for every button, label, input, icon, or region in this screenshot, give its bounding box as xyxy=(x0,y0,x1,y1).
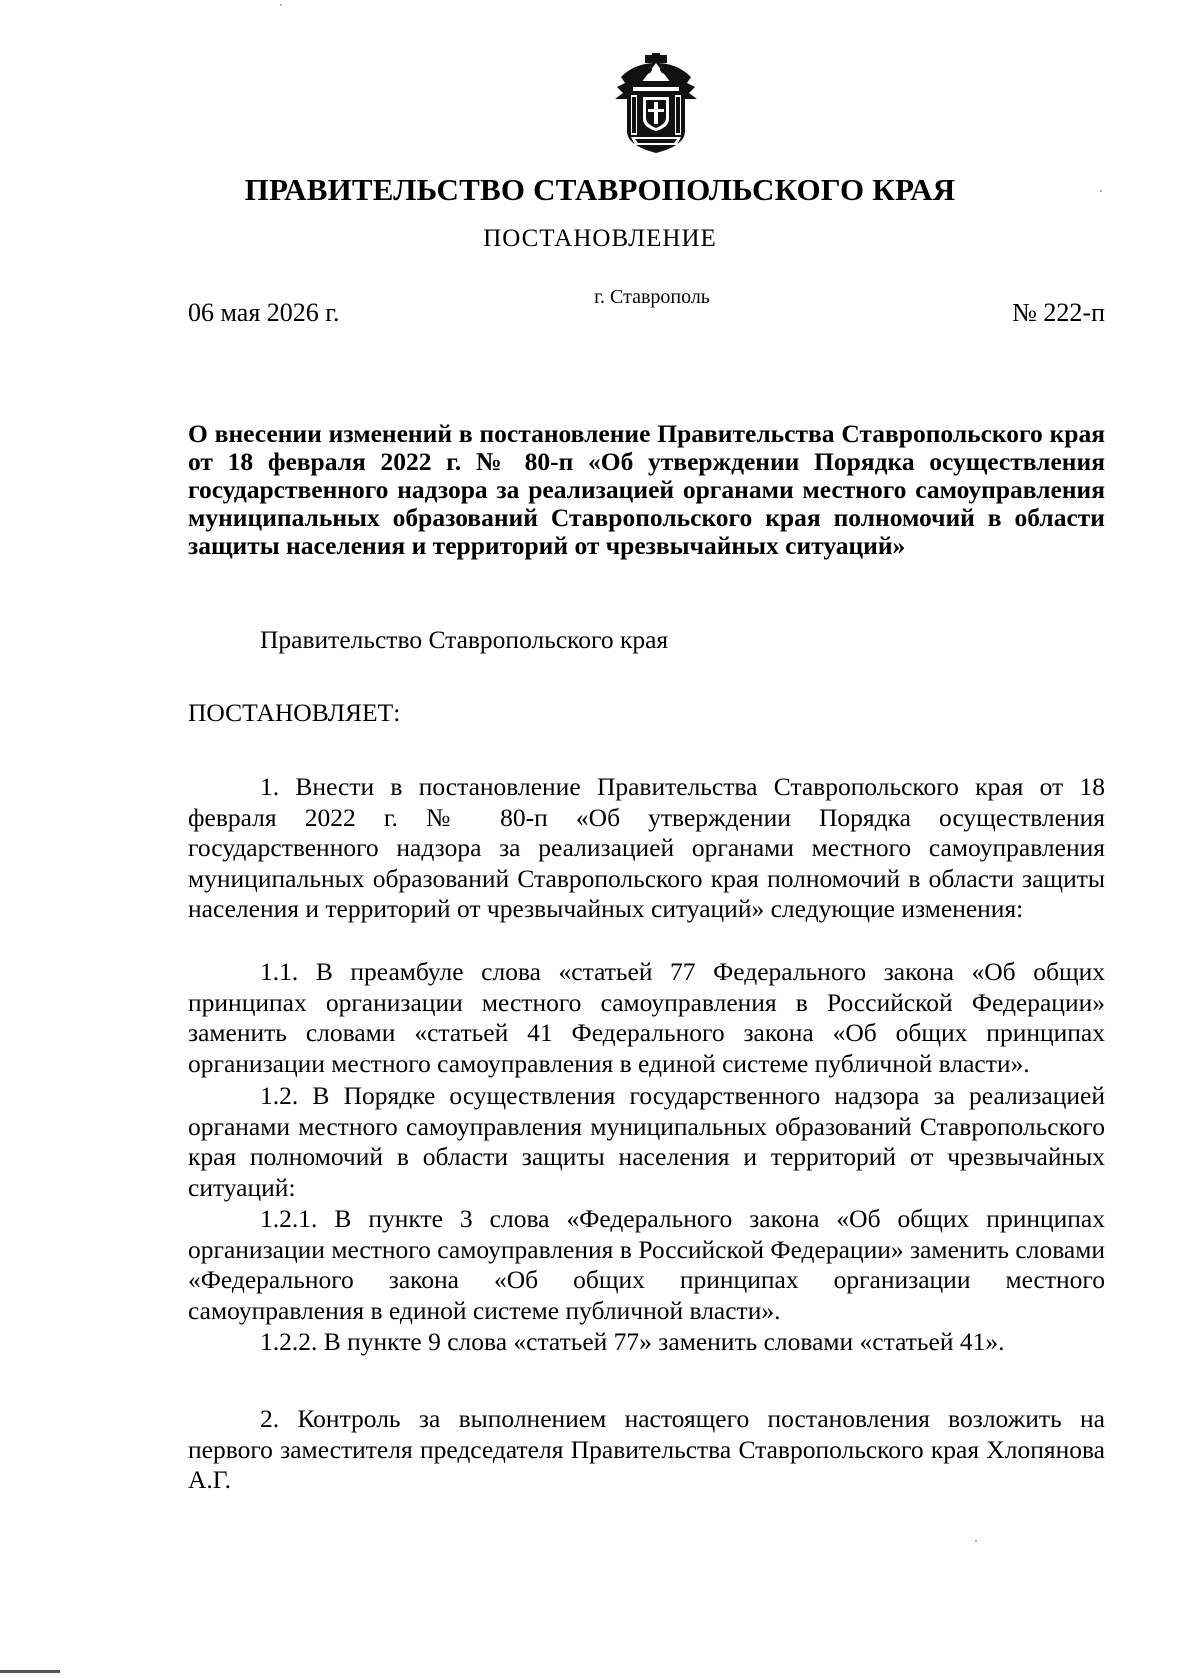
document-type: ПОСТАНОВЛЕНИЕ xyxy=(483,225,717,252)
stavropol-coat-of-arms-icon xyxy=(613,53,699,155)
document-city: г. Ставрополь xyxy=(594,286,710,308)
scan-artifact xyxy=(0,1670,60,1673)
document-date: 06 мая 2026 г. xyxy=(188,298,340,327)
paragraph-1-2: 1.2. В Порядке осуществления государственного надзора за реализацией органами местного самоуправления муниципальных образований Ставропольского края полномочий в области защиты населения и территорий от чрезвычайных ситуаций: xyxy=(188,1081,1105,1202)
paragraph-1-1: 1.1. В преамбуле слова «статьей 77 Федерального закона «Об общих принципах организации местного самоуправления в Российской Федерации» заменить словами «статьей 41 Федерального закона «Об общих принципах организации местного самоуправления в единой системе публичной власти». xyxy=(188,957,1105,1078)
scan-speck xyxy=(280,4,282,6)
paragraph-1: 1. Внести в постановление Правительства Ставропольского края от 18 февраля 2022 г. № 80-п «Об утверждении Порядка осуществления государственного надзора за реализацией органами местного самоуправления муниципальных образований Ставропольского края полномочий в области защиты населения и территорий от чрезвычайных ситуаций» следующие изменения: xyxy=(188,772,1105,924)
paragraph-2: 2. Контроль за выполнением настоящего постановления возложить на первого заместителя председателя Правительства Ставропольского края Хлопянова А.Г. xyxy=(188,1404,1105,1495)
resolves-heading: ПОСТАНОВЛЯЕТ: xyxy=(188,698,401,727)
issuer-line: Правительство Ставропольского края xyxy=(260,625,669,654)
paragraph-1-2-1: 1.2.1. В пункте 3 слова «Федерального закона «Об общих принципах организации местного самоуправления в Российской Федерации» заменить словами «Федерального закона «Об общих принципах организации местного самоуправления в единой системе публичной власти». xyxy=(188,1204,1105,1325)
scan-speck xyxy=(1100,190,1102,192)
government-title: ПРАВИТЕЛЬСТВО СТАВРОПОЛЬСКОГО КРАЯ xyxy=(244,172,956,207)
paragraph-1-2-2: 1.2.2. В пункте 9 слова «статьей 77» заменить словами «статьей 41». xyxy=(260,1327,1005,1356)
document-number: № 222-п xyxy=(1012,298,1105,327)
document-subject: О внесении изменений в постановление Правительства Ставропольского края от 18 февраля 2022 г. № 80-п «Об утверждении Порядка осуществления государственного надзора за реализацией органами местного самоуправления муниципальных образований Ставропольского края полномочий в области защиты населения и территорий от чрезвычайных ситуаций» xyxy=(188,419,1105,560)
scan-speck xyxy=(975,1540,977,1542)
